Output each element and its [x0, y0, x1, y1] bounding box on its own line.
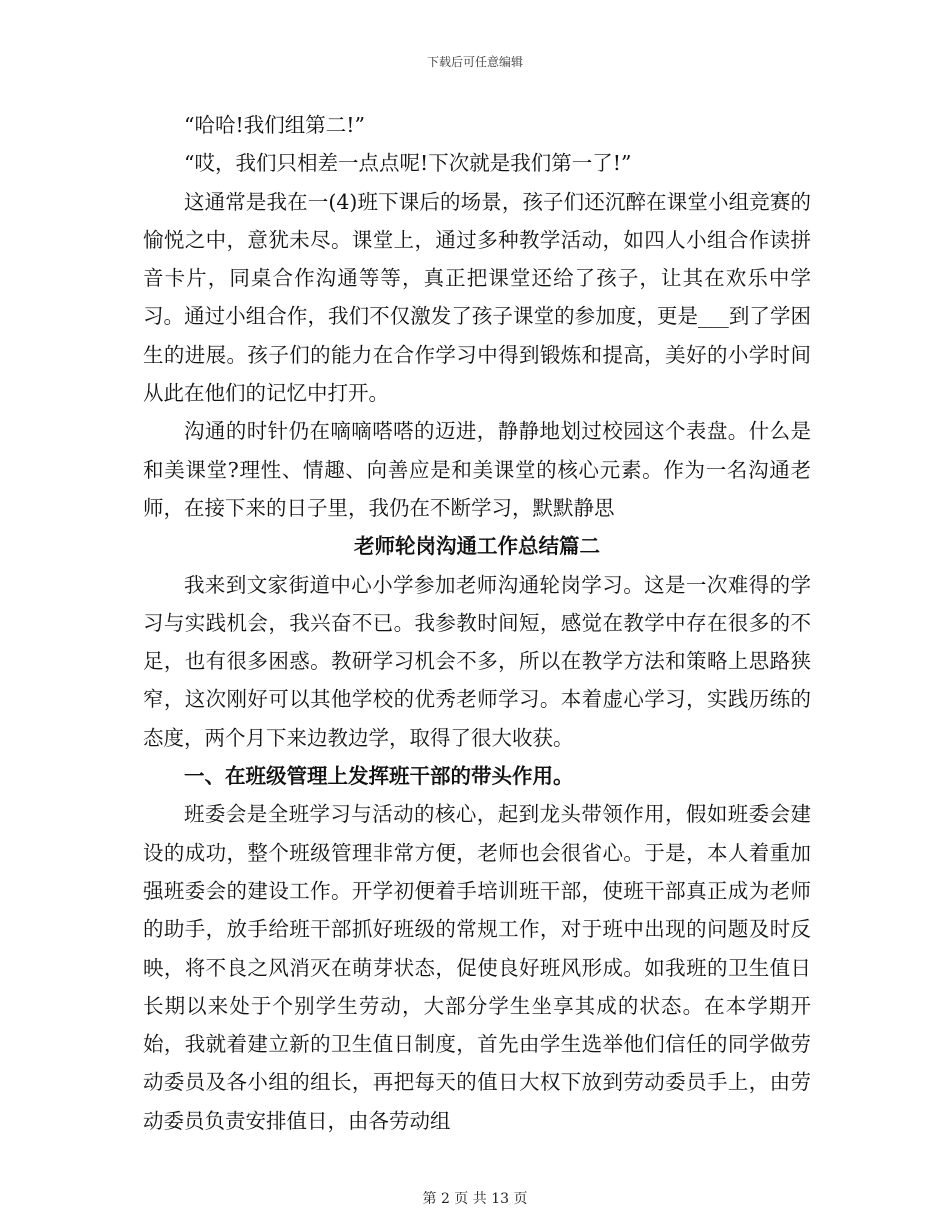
- paragraph-class-management: 班委会是全班学习与活动的核心，起到龙头带领作用，假如班委会建设的成功，整个班级管理非常方便，老师也会很省心。于是，本人着重加强班委会的建设工作。开学初便着手培训班干部，使班干部真正成为老师的助手，放手给班干部抓好班级的常规工作，对于班中出现的问题及时反映，将不良之风消灭在萌芽状态，促使良好班风形成。如我班的卫生值日长期以来处于个别学生劳动，大部分学生坐享其成的状态。在本学期开始，我就着建立新的卫生值日制度，首先由学生选举他们信任的同学做劳动委员及各小组的组长，再把每天的值日大权下放到劳动委员手上，由劳动委员负责安排值日，由各劳动组: [143, 802, 811, 1133]
- section-heading: 老师轮岗沟通工作总结篇二: [354, 534, 600, 559]
- paragraph-quote-1: “哈哈!我们组第二!”: [184, 113, 365, 137]
- paragraph-scene: 这通常是我在一(4)班下课后的场景，孩子们还沉醉在课堂小组竞赛的愉悦之中，意犹未尽。课堂上，通过多种教学活动，如四人小组合作读拼音卡片，同桌合作沟通等等，真正把课堂还给了孩子，让其在欢乐中学习。通过小组合作，我们不仅激发了孩子课堂的参加度，更是___到了学困生的进展。孩子们的能力在合作学习中得到锻炼和提高，美好的小学时间从此在他们的记忆中打开。: [143, 189, 811, 406]
- subsection-title: 一、在班级管理上发挥班干部的带头作用。: [184, 764, 574, 789]
- paragraph-reflection: 沟通的时针仍在嘀嘀嗒嗒的迈进，静静地划过校园这个表盘。什么是和美课堂?理性、情趣、向善应是和美课堂的核心元素。作为一名沟通老师，在接下来的日子里，我仍在不断学习，默默静思: [143, 419, 811, 520]
- paragraph-intro: 我来到文家街道中心小学参加老师沟通轮岗学习。这是一次难得的学习与实践机会，我兴奋不已。我参教时间短，感觉在教学中存在很多的不足，也有很多困惑。教研学习机会不多，所以在教学方法和策略上思路狭窄，这次刚好可以其他学校的优秀老师学习。本着虚心学习，实践历练的态度，两个月下来边教边学，取得了很大收获。: [143, 572, 811, 750]
- page-header: 下载后可任意编辑: [426, 55, 523, 69]
- paragraph-quote-2: “哎，我们只相差一点点呢!下次就是我们第一了!”: [184, 151, 632, 176]
- document-body: [143, 106, 811, 1140]
- page-footer: 第 2 页 共 13 页: [422, 1191, 528, 1207]
